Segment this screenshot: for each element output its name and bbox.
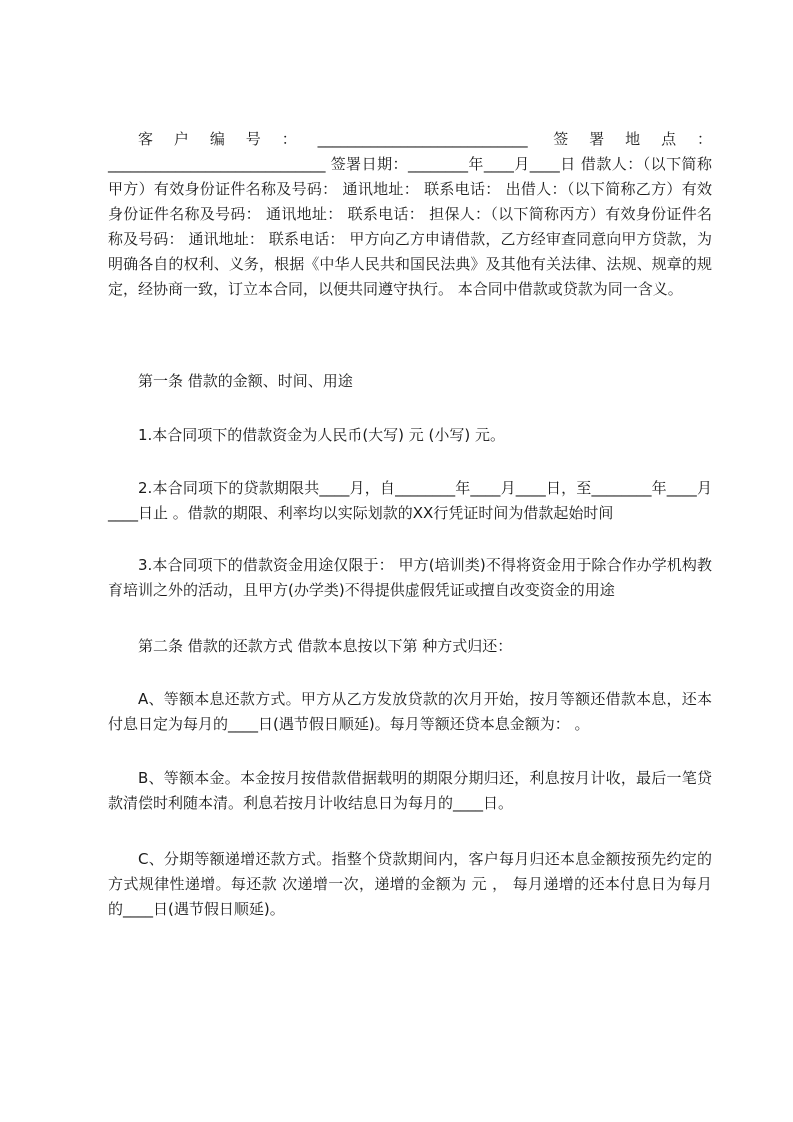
clause-1-2: 2.本合同项下的贷款期限共____月，自________年____月____日，至________年____月____日止 。借款的期限、利率均以实际划款的XX行凭证时间为借款起始时间	[108, 479, 712, 522]
clause-2-b: B、等额本金。本金按月按借款借据载明的期限分期归还，利息按月计收，最后一笔贷款清偿时利随本清。利息若按月计收结息日为每月的____日。	[108, 769, 712, 812]
article-1-title: 第一条 借款的金额、时间、用途	[138, 372, 353, 390]
contract-intro-paragraph: 客户编号：____________________________ 签署地点：_____________________________ 签署日期：________年____月____日 借款人：（以下简称甲方）有效身份证件名称及号码： 通讯地址： 联系电话： 出借人：（以下简称乙方）有效身份证件名称及号码： 通讯地址： 联系电话： 担保人：（以下简称丙方）有效身份证件名称及号码： 通讯地址： 联系电话： 甲方向乙方申请借款，乙方经审查同意向甲方贷款，为明确各自的权利、义务，根据《中华人民共和国民法典》及其他有关法律、法规、规章的规定，经协商一致，订立本合同，以便共同遵守执行。 本合同中借款或贷款为同一含义。	[108, 130, 712, 298]
clause-1-3: 3.本合同项下的借款资金用途仅限于： 甲方(培训类)不得将资金用于除合作办学机构教育培训之外的活动，且甲方(办学类)不得提供虚假凭证或擅自改变资金的用途	[108, 556, 712, 599]
clause-1-1: 1.本合同项下的借款资金为人民币(大写) 元 (小写) 元。	[138, 426, 506, 444]
clause-2-c: C、分期等额递增还款方式。指整个贷款期间内，客户每月归还本息金额按预先约定的方式规律性递增。每还款 次递增一次，递增的金额为 元 ， 每月递增的还本付息日为每月的____日(遇节假日顺延)。	[108, 850, 712, 918]
clause-2-a: A、等额本息还款方式。甲方从乙方发放贷款的次月开始，按月等额还借款本息，还本付息日定为每月的____日(遇节假日顺延)。每月等额还贷本息金额为： 。	[108, 690, 712, 733]
article-2-title: 第二条 借款的还款方式 借款本息按以下第 种方式归还：	[138, 637, 513, 655]
